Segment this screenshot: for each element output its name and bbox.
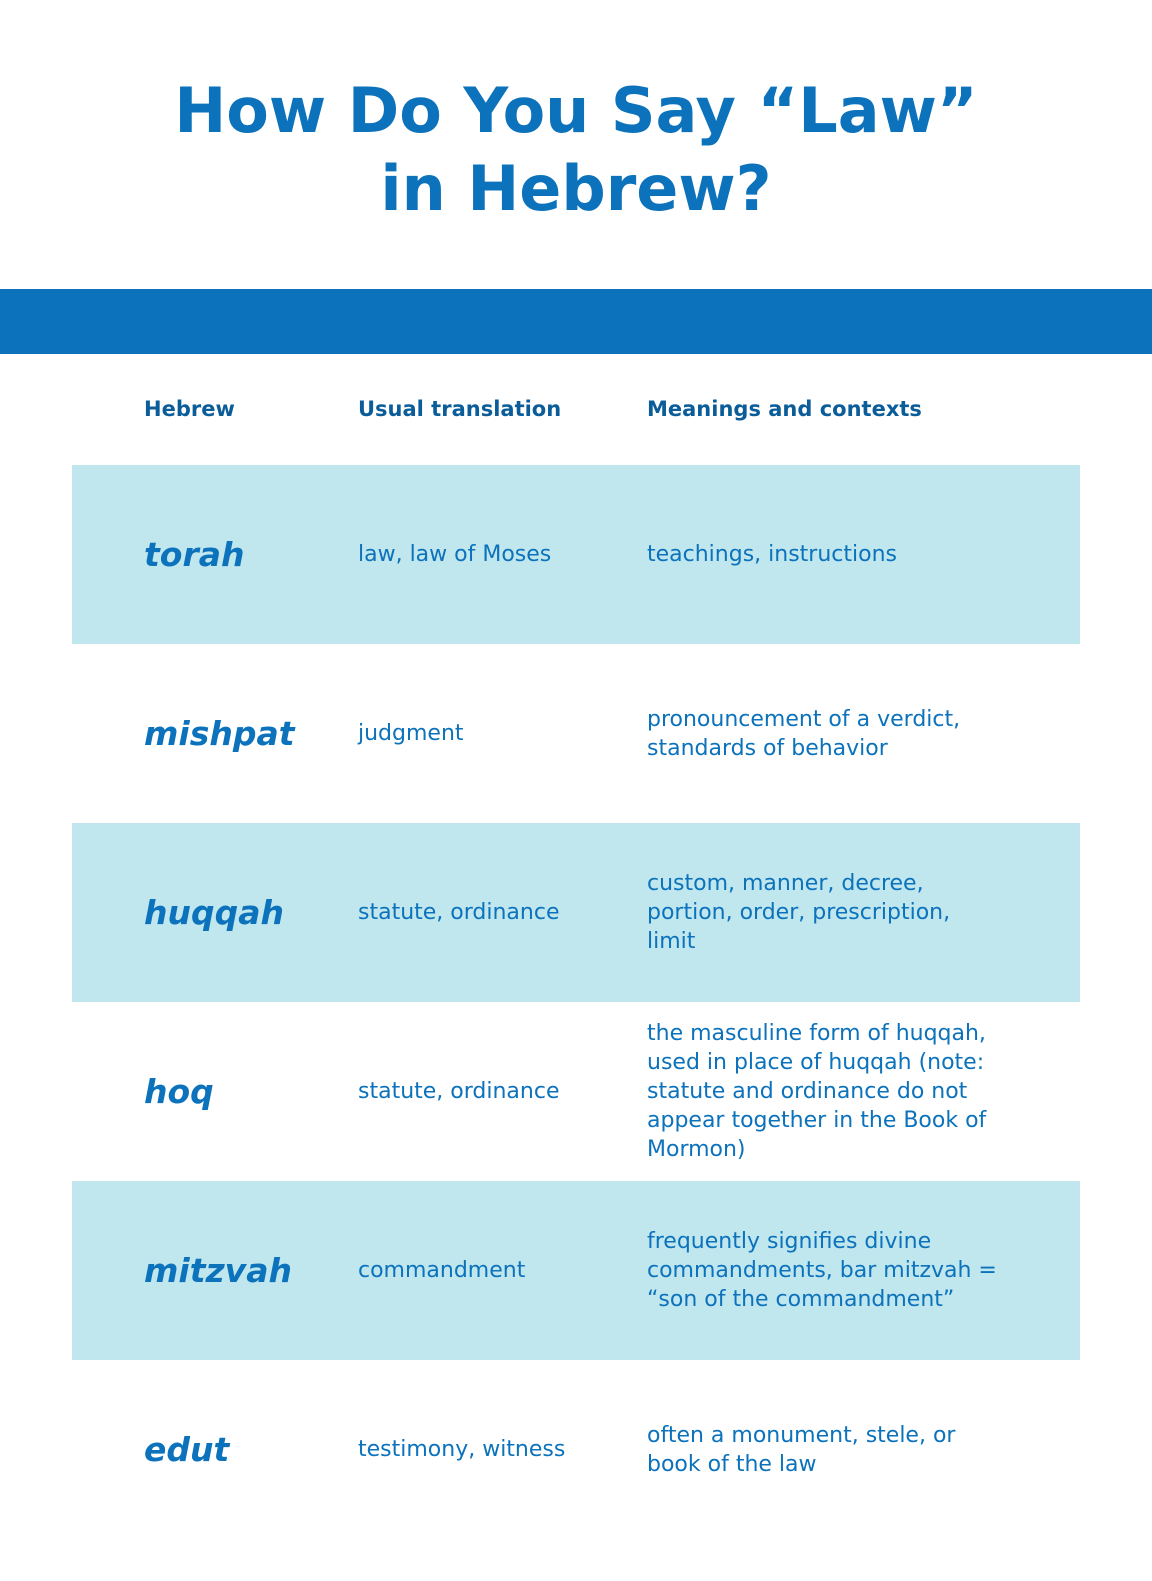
law-terms-table	[72, 385, 1080, 1539]
page-title	[0, 72, 1152, 228]
title-line-1: How Do You Say “Law”	[174, 74, 978, 147]
hebrew-term: hoq	[144, 1072, 214, 1111]
table-row	[72, 823, 1080, 1002]
table-row	[72, 1002, 1080, 1181]
meaning-context: often a monument, stele, or book of the law	[647, 1422, 956, 1477]
meaning-context: custom, manner, decree, portion, order, prescription, limit	[647, 871, 951, 954]
table-row	[72, 1181, 1080, 1360]
table-row	[72, 1360, 1080, 1539]
header-usual-translation: Usual translation	[358, 397, 562, 421]
hebrew-term: mishpat	[144, 714, 295, 753]
table-row	[72, 644, 1080, 823]
meaning-context: frequently signifies divine commandments, bar mitzvah = “son of the commandment”	[647, 1229, 997, 1312]
hebrew-term: huqqah	[144, 893, 284, 932]
header-hebrew: Hebrew	[144, 397, 235, 421]
header-band	[0, 289, 1152, 354]
table-header-row	[72, 385, 1080, 465]
hebrew-term: torah	[144, 535, 245, 574]
usual-translation: law, law of Moses	[358, 542, 552, 567]
header-meanings-contexts: Meanings and contexts	[647, 397, 922, 421]
usual-translation: statute, ordinance	[358, 1079, 560, 1104]
usual-translation: judgment	[358, 721, 464, 746]
meaning-context: the masculine form of huqqah, used in place of huqqah (note: statute and ordinance do not appear together in the Book of Mormon)	[647, 1021, 987, 1162]
table-row	[72, 465, 1080, 644]
title-line-2: in Hebrew?	[380, 152, 772, 225]
usual-translation: commandment	[358, 1258, 526, 1283]
hebrew-term: mitzvah	[144, 1251, 292, 1290]
meaning-context: pronouncement of a verdict, standards of behavior	[647, 706, 961, 761]
meaning-context: teachings, instructions	[647, 542, 897, 567]
hebrew-term: edut	[144, 1430, 230, 1469]
usual-translation: statute, ordinance	[358, 900, 560, 925]
usual-translation: testimony, witness	[358, 1437, 566, 1462]
